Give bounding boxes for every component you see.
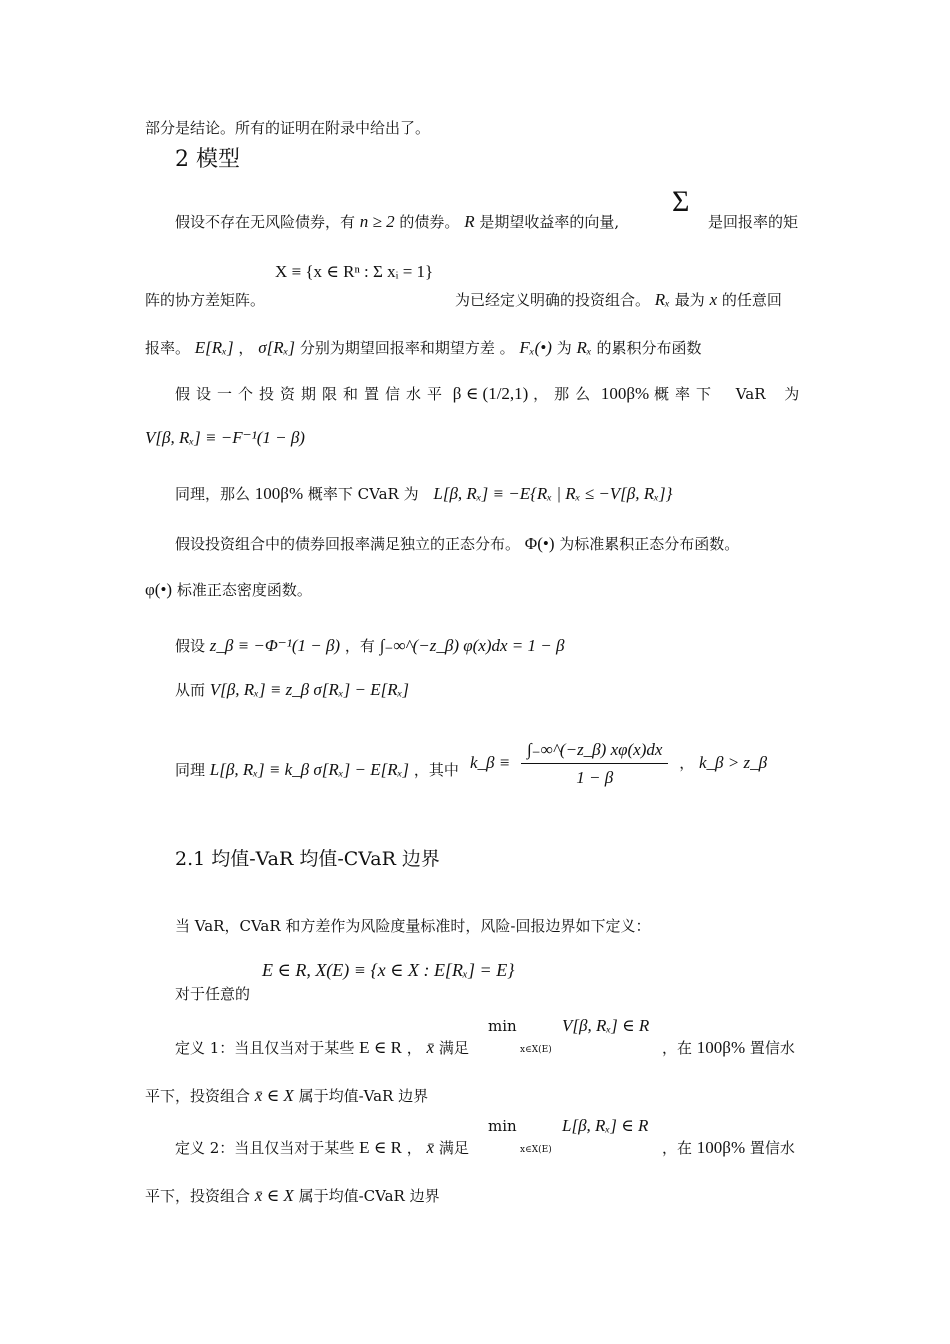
intro-text: 部分是结论。所有的证明在附录中给出了。 [145,119,431,137]
p1-text-l: 的累积分布函数 [596,339,702,357]
p1-text-i: 报率。 [145,339,191,357]
def2-text-c: ，在 [662,1139,693,1157]
def1-text-c: ，在 [662,1039,693,1057]
p1-text-c: 是期望收益率的向量, [479,213,620,231]
paragraph-1-line-2 [455,290,782,310]
def2-min: min [488,1117,517,1135]
x-of-e-definition: E ∈ R, X(E) ≡ {x ∈ X : E[Rₓ] = E} [262,960,515,980]
definition-1-tail [662,1038,795,1058]
p1-comma: ， [238,339,254,357]
var-label: VaR [735,385,766,403]
p1-text-h: 的任意回 [721,291,782,309]
frontier-intro-text: 当 VaR，CVaR 和方差作为风险度量标准时，风险-回报边界如下定义： [175,917,651,935]
paragraph-1-line-1 [175,212,619,232]
p1-text-d: 是回报率的矩 [708,213,799,231]
expected-return: E[Rₓ] [194,338,234,357]
p5-text-b: ，有 [344,637,375,655]
p1-text-k: 为 [556,339,572,357]
p9-text-a: 对于任意的 [175,985,251,1003]
def2-min-subscript: x∈X(E) [520,1145,552,1155]
p2-text-b: ，那么 [533,385,597,403]
beta-range: β ∈ (1/2,1) [452,384,529,403]
def2-text-a: 定义 2：当且仅当对于某些 [175,1139,355,1157]
p1-text-g: 最为 [674,291,705,309]
phi-cdf: Φ(•) [524,534,555,553]
variance: σ[Rₓ] [258,338,296,357]
phi-pdf: φ(•) [145,580,173,599]
cdf-symbol: Fₓ(•) [519,338,552,357]
def1-text-a: 定义 1：当且仅当对于某些 [175,1039,355,1057]
confidence-percent-2: 100β% [254,484,304,503]
def1-text-b: 满足 [438,1039,469,1057]
def1-comma: ， [406,1039,422,1057]
section-2-title: 2 模型 [175,147,240,172]
p7-text-c: ， [679,754,695,772]
definition-1-line-2 [145,1086,428,1106]
def1-e-in-r: E ∈ R [359,1038,402,1057]
cvar-normal-equation: L[β, Rₓ] ≡ k_β σ[Rₓ] − E[Rₓ] [209,760,410,779]
r-vector: R [464,212,475,231]
x-set-definition: X ≡ {x ∈ Rⁿ : Σ xᵢ = 1} [275,262,434,281]
def1-text-f: 属于均值-VaR 边界 [298,1087,429,1105]
x-symbol: x [709,290,718,309]
p4-text-b: 为标准累积正态分布函数。 [559,535,740,553]
definition-2-line-1 [175,1138,469,1158]
p3-text-b: 概率下 CVaR 为 [307,485,419,503]
paragraph-2-line-1 [175,384,799,404]
def2-text-e: 平下，投资组合 [145,1187,251,1205]
def2-comma: ， [406,1139,422,1157]
k-beta-formula [470,738,767,790]
definition-2-tail [662,1138,795,1158]
def2-cvar-in-r: L[β, Rₓ] ∈ R [562,1116,649,1135]
paragraph-7 [175,760,459,780]
paragraph-6 [175,680,409,700]
k-beta-fraction [521,738,668,790]
def2-confidence: 100β% [696,1138,746,1157]
def1-xbar: x̄ [426,1038,435,1057]
def1-confidence: 100β% [696,1038,746,1057]
def2-text-d: 置信水 [749,1139,795,1157]
def2-text-f: 属于均值-CVaR 边界 [298,1187,440,1205]
p6-text-a: 从而 [175,681,206,699]
def2-text-b: 满足 [438,1139,469,1157]
p7-text-a: 同理 [175,761,206,779]
p5-text-a: 假设 [175,637,206,655]
z-beta-definition: z_β ≡ −Φ⁻¹(1 − β) [209,636,341,655]
p4-text-a: 假设投资组合中的债券回报率满足独立的正态分布。 [175,535,521,553]
paragraph-3 [175,484,672,504]
def2-xbar: x̄ [426,1138,435,1157]
k-beta-lhs: k_β ≡ [470,753,511,772]
sigma-symbol: Σ [672,185,690,218]
p2-text-d: 为 [784,385,800,403]
p1-text-e: 阵的协方差矩阵。 [145,291,266,309]
confidence-percent: 100β% [600,384,650,403]
var-definition: V[β, Rₓ] ≡ −F⁻¹(1 − β) [145,428,305,447]
definition-2-line-2 [145,1186,440,1206]
p1-text-f: 为已经定义明确的投资组合。 [455,291,651,309]
def1-xbar-in-x: x̄ ∈ X [254,1086,294,1105]
def1-text-d: 置信水 [749,1039,795,1057]
p7-text-b: ，其中 [413,761,459,779]
def2-e-in-r: E ∈ R [359,1138,402,1157]
def1-var-in-r: V[β, Rₓ] ∈ R [562,1016,650,1035]
p2-text-c: 概率下 [654,385,718,403]
k-beta-inequality: k_β > z_β [699,753,768,772]
p1-text-a: 假设不存在无风险债券，有 [175,213,356,231]
p1-text-b: 的债券。 [399,213,460,231]
p1-text-j: 分别为期望回报率和期望方差 。 [299,339,515,357]
section-2-1-title: 2.1 均值-VaR 均值-CVaR 边界 [175,848,440,870]
cvar-definition: L[β, Rₓ] ≡ −E{Rₓ | Rₓ ≤ −V[β, Rₓ]} [433,484,673,503]
paragraph-4-line-1 [175,534,739,554]
def1-min-subscript: x∈X(E) [520,1045,552,1055]
var-normal-equation: V[β, Rₓ] ≡ z_β σ[Rₓ] − E[Rₓ] [209,680,410,699]
p3-text-a: 同理，那么 [175,485,251,503]
p2-text-a: 假设一个投资期限和置信水平 [175,385,449,403]
k-beta-numerator: ∫₋∞^(−z_β) xφ(x)dx [521,738,668,764]
integral-identity: ∫₋∞^(−z_β) φ(x)dx = 1 − β [379,636,565,655]
p4-text-c: 标准正态密度函数。 [176,581,312,599]
paragraph-5 [175,636,564,656]
paragraph-4-line-2 [145,580,312,600]
k-beta-denominator: 1 − β [576,768,614,787]
n-condition: n ≥ 2 [359,212,395,231]
definition-1-line-1 [175,1038,469,1058]
rx-symbol: Rₓ [654,290,671,309]
rx-symbol-2: Rₓ [576,338,592,357]
def1-text-e: 平下，投资组合 [145,1087,251,1105]
def1-min: min [488,1017,517,1035]
paragraph-1-line-3 [145,338,702,358]
def2-xbar-in-x: x̄ ∈ X [254,1186,294,1205]
